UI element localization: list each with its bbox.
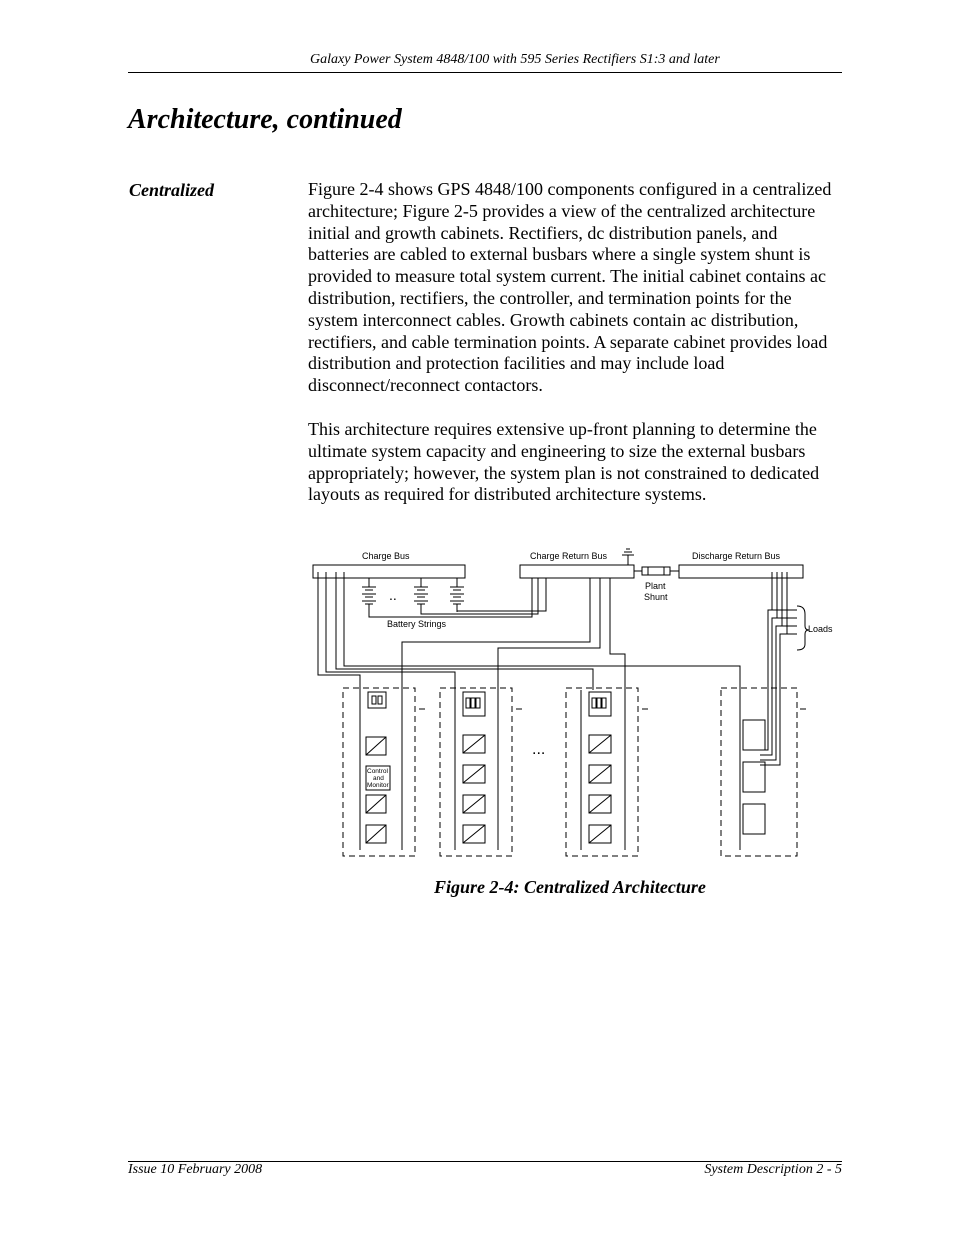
initial-cabinet <box>343 688 425 856</box>
page-title: Architecture, continued <box>128 104 402 135</box>
battery-string-2 <box>414 578 428 612</box>
dist-wire-2 <box>760 618 797 755</box>
body-paragraph-2: This architecture requires extensive up-front planning to determine the ultimate system capacity and engineering to size the external busbars appropriately; however, the system plan is not constrained to dedicated layouts as required for distributed architecture systems. <box>308 419 820 505</box>
discharge-return-bus-label: Discharge Return Bus <box>692 551 781 561</box>
header-rule <box>128 72 842 73</box>
running-header: Galaxy Power System 4848/100 with 595 Series Rectifiers S1:3 and later <box>310 52 720 67</box>
charge-bus-label: Charge Bus <box>362 551 410 561</box>
battery-ellipsis: .. <box>389 587 397 603</box>
cabinet-ellipsis: ... <box>532 741 546 758</box>
load-wire-1 <box>772 578 797 610</box>
shunt-label: Shunt <box>644 592 668 602</box>
charge-return-bus-label: Charge Return Bus <box>530 551 608 561</box>
growth-cabinet-2 <box>566 688 648 856</box>
battery-return-wire-3 <box>457 578 546 612</box>
battery-string-3 <box>450 578 464 612</box>
charge-bus-taps <box>318 572 344 578</box>
return-wire-1 <box>402 578 590 690</box>
discharge-return-taps <box>772 572 787 578</box>
footer-page: System Description 2 - 5 <box>704 1162 842 1177</box>
charge-wire-1 <box>318 578 360 690</box>
charge-return-bus-bar <box>520 565 634 578</box>
loads-label: Loads <box>808 624 833 634</box>
ground-icon <box>622 549 634 565</box>
section-heading: Centralized <box>129 180 215 200</box>
dist-wire-1 <box>760 610 797 750</box>
growth-cabinet-1 <box>440 688 522 856</box>
return-wire-2 <box>498 578 600 690</box>
return-wire-3 <box>610 578 625 690</box>
figure-caption: Figure 2-4: Centralized Architecture <box>434 877 706 897</box>
control-label-line2: and <box>373 775 384 782</box>
charge-wire-3 <box>336 578 593 690</box>
dist-wire-3 <box>760 626 797 760</box>
load-wire-3 <box>782 578 797 626</box>
plant-shunt <box>634 567 679 575</box>
footer-issue: Issue 10 February 2008 <box>128 1162 263 1177</box>
battery-return-wire-2 <box>421 578 538 614</box>
control-label-line3: Monitor <box>367 782 389 789</box>
dist-wire-4 <box>760 634 797 765</box>
architecture-diagram <box>300 540 845 870</box>
plant-label: Plant <box>645 581 666 591</box>
control-label-line1: Control <box>367 768 388 775</box>
body-paragraph-1: Figure 2-4 shows GPS 4848/100 components configured in a centralized architecture; Figure 2-5 provides a view of the centralized architecture initial and growth cabinets. Rectifiers, dc distribution panels, and batteries are cabled to external busbars where a single system shunt is provided to measure total system current. The initial cabinet contains ac distribution, rectifiers, the controller, and termination points for the system interconnect cables. Growth cabinets contain ac distribution, rectifiers, and cable termination points. A separate cabinet provides load distribution and protection facilities and may include load disconnect/reconnect contactors. <box>308 179 832 396</box>
battery-strings-label: Battery Strings <box>387 619 447 629</box>
battery-string-1 <box>362 578 376 612</box>
charge-wire-4 <box>344 578 740 690</box>
distribution-cabinet <box>721 688 806 856</box>
discharge-return-bus-bar <box>679 565 803 578</box>
